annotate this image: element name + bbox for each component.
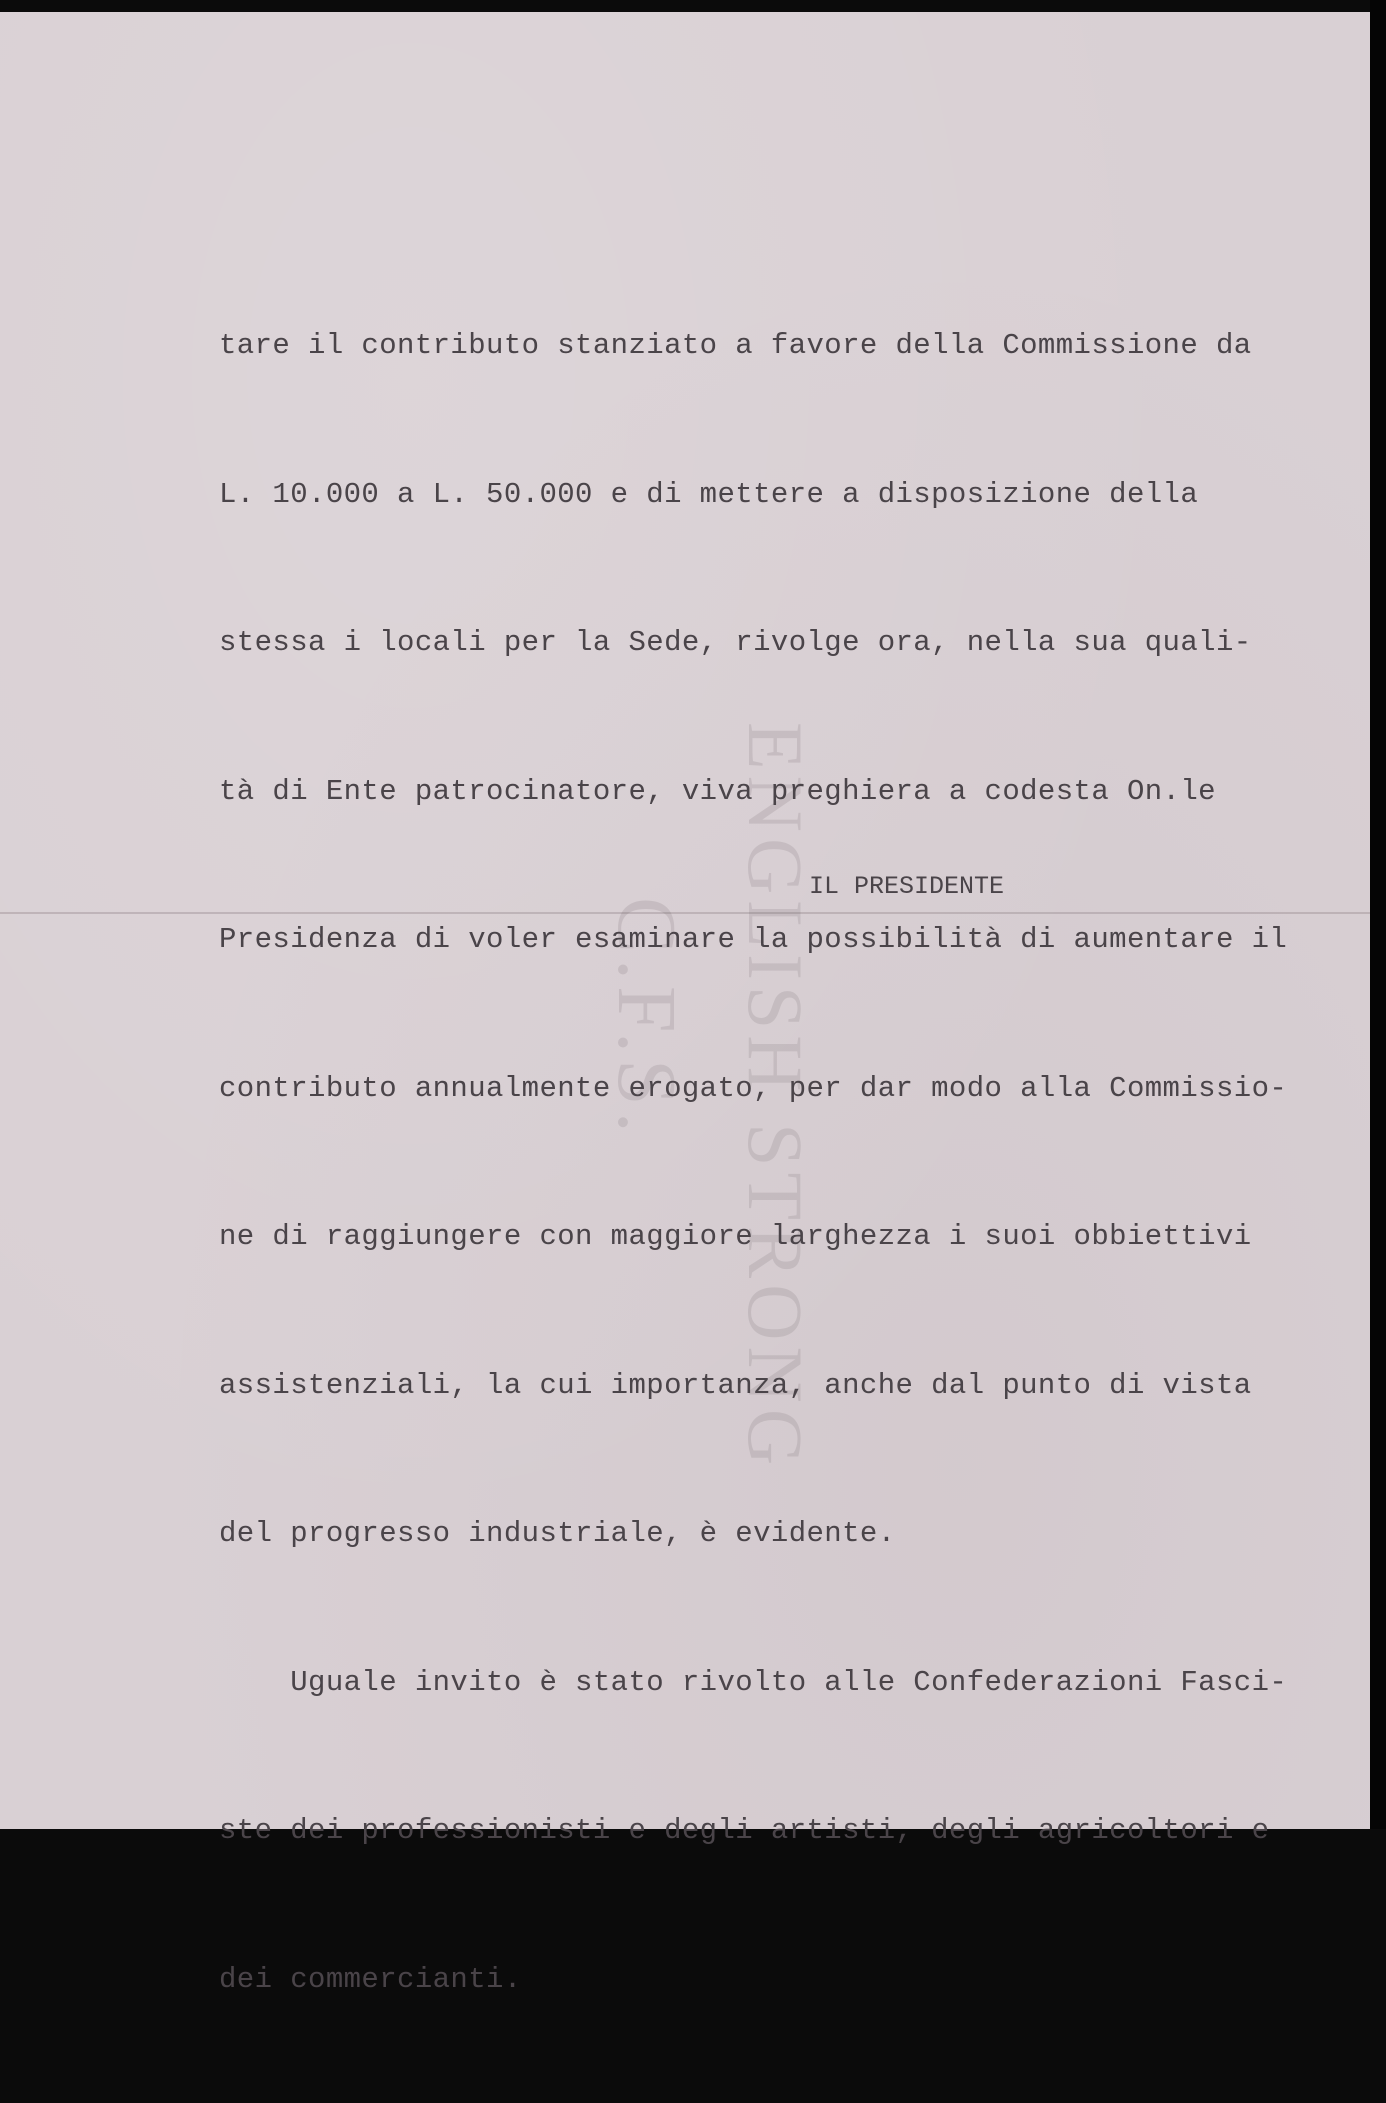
watermark-main-text: ENGLISH STRONG bbox=[732, 722, 819, 1472]
body-line: dei commercianti. bbox=[219, 1962, 522, 1996]
body-line: del progresso industriale, è evidente. bbox=[219, 1517, 896, 1550]
body-line: contributo annualmente erogato, per dar modo alla Commissio- bbox=[219, 1071, 1288, 1105]
body-line: ste dei professionisti e degli artisti, degli agricoltori e bbox=[219, 1814, 1270, 1847]
signature-title: IL PRESIDENTE bbox=[809, 872, 1005, 901]
paper-sheet bbox=[0, 12, 1370, 1996]
body-line: Uguale invito è stato rivolto alle Confederazioni Fasci- bbox=[219, 1665, 1288, 1699]
letter-body bbox=[219, 222, 1288, 2103]
body-line: tà di Ente patrocinatore, viva preghiera a codesta On.le bbox=[219, 774, 1216, 808]
body-line: tare il contributo stanziato a favore della Commissione da bbox=[219, 329, 1252, 362]
body-line: assistenziali, la cui importanza, anche dal punto di vista bbox=[219, 1368, 1252, 1402]
scan-border bbox=[1370, 0, 1386, 1829]
body-line: stessa i locali per la Sede, rivolge ora, nella sua quali- bbox=[219, 626, 1252, 659]
body-line: ne di raggiungere con maggiore larghezza i suoi obbiettivi bbox=[219, 1220, 1252, 1253]
body-line: L. 10.000 a L. 50.000 e di mettere a disposizione della bbox=[219, 477, 1199, 511]
watermark-side-text: C.F.S. bbox=[600, 897, 693, 1139]
body-line: Presidenza di voler esaminare la possibilità di aumentare il bbox=[219, 923, 1288, 956]
